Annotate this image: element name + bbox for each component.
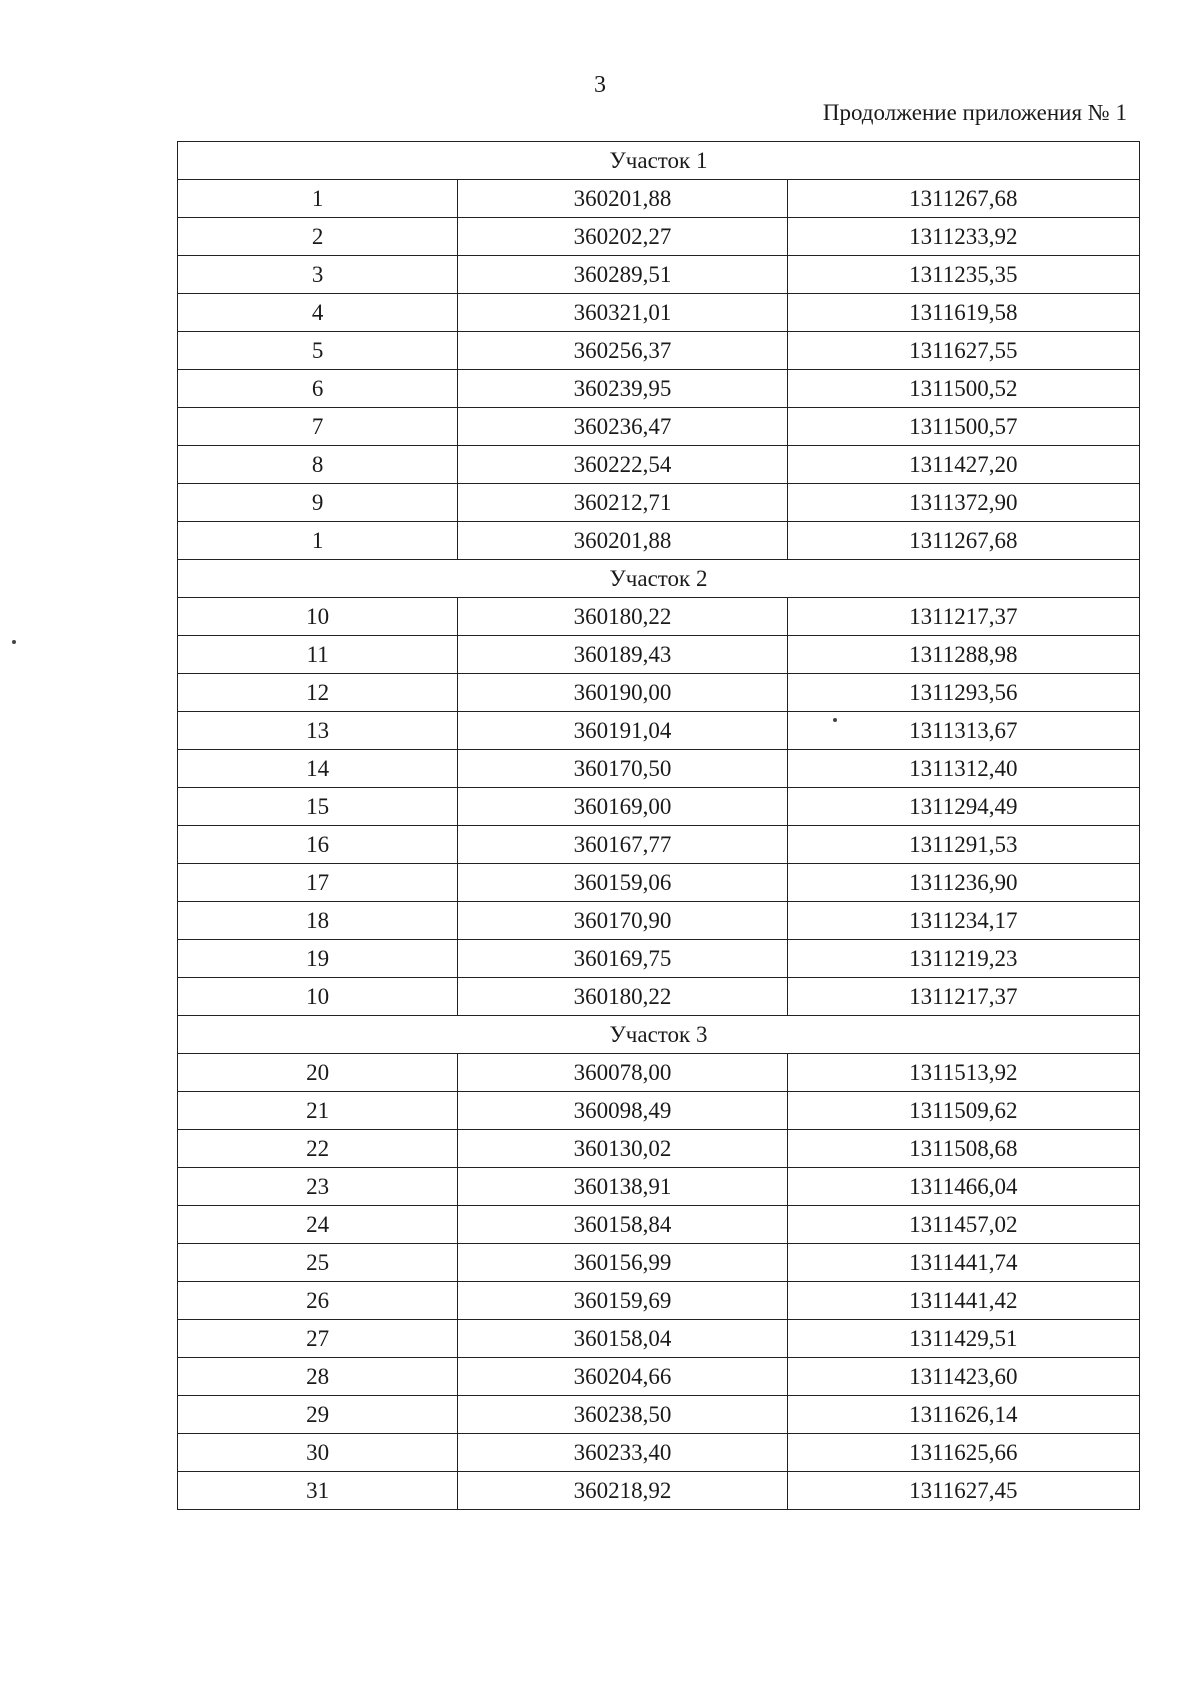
x-coordinate-cell: 360169,75 <box>458 940 787 978</box>
table-row <box>178 484 1140 522</box>
point-number-cell: 29 <box>178 1396 458 1434</box>
y-coordinate-cell: 1311627,55 <box>787 332 1139 370</box>
table-row <box>178 636 1140 674</box>
y-coordinate-cell: 1311626,14 <box>787 1396 1139 1434</box>
x-coordinate-cell: 360238,50 <box>458 1396 787 1434</box>
y-coordinate-cell: 1311219,23 <box>787 940 1139 978</box>
x-coordinate-cell: 360078,00 <box>458 1054 787 1092</box>
point-number-cell: 20 <box>178 1054 458 1092</box>
y-coordinate-cell: 1311441,74 <box>787 1244 1139 1282</box>
x-coordinate-cell: 360191,04 <box>458 712 787 750</box>
y-coordinate-cell: 1311267,68 <box>787 522 1139 560</box>
table-row <box>178 1472 1140 1510</box>
x-coordinate-cell: 360289,51 <box>458 256 787 294</box>
table-row <box>178 446 1140 484</box>
table-row <box>178 256 1140 294</box>
point-number-cell: 28 <box>178 1358 458 1396</box>
coordinates-table-body <box>178 142 1140 1510</box>
x-coordinate-cell: 360236,47 <box>458 408 787 446</box>
y-coordinate-cell: 1311236,90 <box>787 864 1139 902</box>
y-coordinate-cell: 1311294,49 <box>787 788 1139 826</box>
table-row <box>178 598 1140 636</box>
table-row <box>178 294 1140 332</box>
scan-speck <box>12 640 16 644</box>
table-row <box>178 1244 1140 1282</box>
x-coordinate-cell: 360098,49 <box>458 1092 787 1130</box>
point-number-cell: 1 <box>178 180 458 218</box>
y-coordinate-cell: 1311312,40 <box>787 750 1139 788</box>
table-row <box>178 788 1140 826</box>
table-row <box>178 1396 1140 1434</box>
point-number-cell: 13 <box>178 712 458 750</box>
y-coordinate-cell: 1311288,98 <box>787 636 1139 674</box>
x-coordinate-cell: 360321,01 <box>458 294 787 332</box>
y-coordinate-cell: 1311267,68 <box>787 180 1139 218</box>
point-number-cell: 22 <box>178 1130 458 1168</box>
x-coordinate-cell: 360158,84 <box>458 1206 787 1244</box>
point-number-cell: 11 <box>178 636 458 674</box>
scan-speck <box>833 718 837 722</box>
point-number-cell: 10 <box>178 978 458 1016</box>
point-number-cell: 25 <box>178 1244 458 1282</box>
point-number-cell: 19 <box>178 940 458 978</box>
point-number-cell: 31 <box>178 1472 458 1510</box>
x-coordinate-cell: 360180,22 <box>458 978 787 1016</box>
table-row <box>178 1092 1140 1130</box>
point-number-cell: 16 <box>178 826 458 864</box>
y-coordinate-cell: 1311423,60 <box>787 1358 1139 1396</box>
table-row <box>178 712 1140 750</box>
point-number-cell: 4 <box>178 294 458 332</box>
point-number-cell: 10 <box>178 598 458 636</box>
x-coordinate-cell: 360202,27 <box>458 218 787 256</box>
y-coordinate-cell: 1311509,62 <box>787 1092 1139 1130</box>
y-coordinate-cell: 1311217,37 <box>787 978 1139 1016</box>
y-coordinate-cell: 1311313,67 <box>787 712 1139 750</box>
table-row <box>178 978 1140 1016</box>
y-coordinate-cell: 1311500,52 <box>787 370 1139 408</box>
point-number-cell: 26 <box>178 1282 458 1320</box>
y-coordinate-cell: 1311500,57 <box>787 408 1139 446</box>
x-coordinate-cell: 360180,22 <box>458 598 787 636</box>
y-coordinate-cell: 1311372,90 <box>787 484 1139 522</box>
section-title: Участок 3 <box>178 1016 1140 1054</box>
table-row <box>178 522 1140 560</box>
table-row <box>178 180 1140 218</box>
y-coordinate-cell: 1311293,56 <box>787 674 1139 712</box>
table-row <box>178 864 1140 902</box>
y-coordinate-cell: 1311233,92 <box>787 218 1139 256</box>
x-coordinate-cell: 360233,40 <box>458 1434 787 1472</box>
point-number-cell: 24 <box>178 1206 458 1244</box>
table-row <box>178 408 1140 446</box>
x-coordinate-cell: 360189,43 <box>458 636 787 674</box>
y-coordinate-cell: 1311513,92 <box>787 1054 1139 1092</box>
y-coordinate-cell: 1311234,17 <box>787 902 1139 940</box>
x-coordinate-cell: 360170,90 <box>458 902 787 940</box>
point-number-cell: 23 <box>178 1168 458 1206</box>
table-row <box>178 1358 1140 1396</box>
table-row <box>178 826 1140 864</box>
y-coordinate-cell: 1311627,45 <box>787 1472 1139 1510</box>
table-row <box>178 1206 1140 1244</box>
point-number-cell: 18 <box>178 902 458 940</box>
section-title: Участок 1 <box>178 142 1140 180</box>
table-row <box>178 332 1140 370</box>
y-coordinate-cell: 1311508,68 <box>787 1130 1139 1168</box>
section-header-row <box>178 560 1140 598</box>
table-row <box>178 1168 1140 1206</box>
table-row <box>178 940 1140 978</box>
y-coordinate-cell: 1311235,35 <box>787 256 1139 294</box>
point-number-cell: 27 <box>178 1320 458 1358</box>
y-coordinate-cell: 1311441,42 <box>787 1282 1139 1320</box>
point-number-cell: 8 <box>178 446 458 484</box>
y-coordinate-cell: 1311466,04 <box>787 1168 1139 1206</box>
x-coordinate-cell: 360239,95 <box>458 370 787 408</box>
x-coordinate-cell: 360201,88 <box>458 522 787 560</box>
table-row <box>178 674 1140 712</box>
x-coordinate-cell: 360167,77 <box>458 826 787 864</box>
coordinates-table <box>177 141 1140 1510</box>
x-coordinate-cell: 360169,00 <box>458 788 787 826</box>
x-coordinate-cell: 360130,02 <box>458 1130 787 1168</box>
table-row <box>178 1320 1140 1358</box>
y-coordinate-cell: 1311457,02 <box>787 1206 1139 1244</box>
x-coordinate-cell: 360170,50 <box>458 750 787 788</box>
point-number-cell: 2 <box>178 218 458 256</box>
x-coordinate-cell: 360201,88 <box>458 180 787 218</box>
x-coordinate-cell: 360190,00 <box>458 674 787 712</box>
x-coordinate-cell: 360138,91 <box>458 1168 787 1206</box>
table-row <box>178 218 1140 256</box>
x-coordinate-cell: 360159,69 <box>458 1282 787 1320</box>
y-coordinate-cell: 1311619,58 <box>787 294 1139 332</box>
table-row <box>178 1434 1140 1472</box>
x-coordinate-cell: 360159,06 <box>458 864 787 902</box>
y-coordinate-cell: 1311429,51 <box>787 1320 1139 1358</box>
y-coordinate-cell: 1311427,20 <box>787 446 1139 484</box>
point-number-cell: 3 <box>178 256 458 294</box>
section-title: Участок 2 <box>178 560 1140 598</box>
point-number-cell: 21 <box>178 1092 458 1130</box>
x-coordinate-cell: 360222,54 <box>458 446 787 484</box>
point-number-cell: 6 <box>178 370 458 408</box>
point-number-cell: 7 <box>178 408 458 446</box>
point-number-cell: 30 <box>178 1434 458 1472</box>
point-number-cell: 15 <box>178 788 458 826</box>
point-number-cell: 14 <box>178 750 458 788</box>
y-coordinate-cell: 1311291,53 <box>787 826 1139 864</box>
continuation-heading: Продолжение приложения № 1 <box>822 100 1127 125</box>
x-coordinate-cell: 360204,66 <box>458 1358 787 1396</box>
point-number-cell: 1 <box>178 522 458 560</box>
table-row <box>178 1130 1140 1168</box>
x-coordinate-cell: 360158,04 <box>458 1320 787 1358</box>
x-coordinate-cell: 360218,92 <box>458 1472 787 1510</box>
y-coordinate-cell: 1311625,66 <box>787 1434 1139 1472</box>
x-coordinate-cell: 360156,99 <box>458 1244 787 1282</box>
table-row <box>178 370 1140 408</box>
section-header-row <box>178 1016 1140 1054</box>
y-coordinate-cell: 1311217,37 <box>787 598 1139 636</box>
table-row <box>178 902 1140 940</box>
point-number-cell: 12 <box>178 674 458 712</box>
x-coordinate-cell: 360256,37 <box>458 332 787 370</box>
point-number-cell: 17 <box>178 864 458 902</box>
page-number: 3 <box>594 72 606 98</box>
point-number-cell: 5 <box>178 332 458 370</box>
table-row <box>178 750 1140 788</box>
point-number-cell: 9 <box>178 484 458 522</box>
x-coordinate-cell: 360212,71 <box>458 484 787 522</box>
section-header-row <box>178 142 1140 180</box>
table-row <box>178 1282 1140 1320</box>
table-row <box>178 1054 1140 1092</box>
